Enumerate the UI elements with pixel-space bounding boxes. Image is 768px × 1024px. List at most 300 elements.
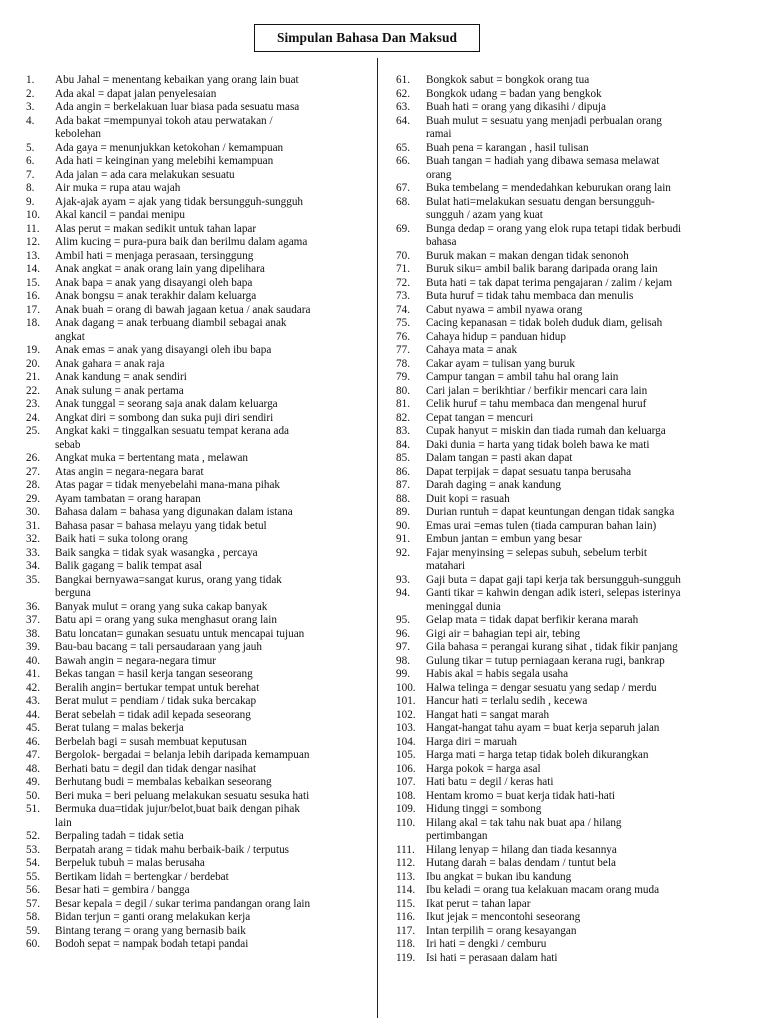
item-number: 62. [396, 87, 410, 100]
item-text [426, 277, 764, 291]
list-item [26, 925, 376, 939]
item-number: 101. [396, 695, 416, 707]
item-text-line: Gigi air = bahagian tepi air, tebing [426, 627, 581, 640]
item-text [55, 304, 376, 318]
item-number: 30. [26, 506, 40, 518]
item-text-line: Bahasa pasar = bahasa melayu yang tidak betul [55, 519, 267, 532]
item-text [426, 385, 764, 399]
item-text [55, 155, 376, 169]
item-text-line: Harga pokok = harga asal [426, 762, 541, 775]
list-item [396, 425, 764, 439]
item-text [55, 115, 376, 142]
item-text [426, 115, 764, 142]
item-text-line: Bahasa dalam = bahasa yang digunakan dalam istana [55, 506, 293, 518]
item-text [55, 844, 376, 858]
item-text-line: Batu api = orang yang suka menghasut orang lain [55, 614, 277, 626]
item-number: 17. [26, 303, 40, 316]
item-text [426, 317, 764, 331]
item-text-line: Daki dunia = harta yang tidak boleh bawa ke mati [426, 438, 650, 451]
item-text [55, 925, 376, 939]
item-text-line: Cupak hanyut = miskin dan tiada rumah dan keluarga [426, 425, 666, 437]
item-text-line: Besar hati = gembira / bangga [55, 884, 190, 896]
item-text-line: Bangkai bernyawa=sangat kurus, orang yang tidak [55, 573, 282, 586]
item-number: 111. [396, 843, 415, 856]
item-number: 37. [26, 614, 40, 626]
list-item [396, 952, 764, 966]
list-item [26, 601, 376, 615]
item-text-line: Berat sebelah = tidak adil kepada seseorang [55, 708, 251, 721]
list-item [396, 871, 764, 885]
item-number: 110. [396, 816, 416, 829]
item-number: 98. [396, 654, 410, 667]
item-number: 26. [26, 452, 40, 464]
item-text [55, 749, 376, 763]
list-item [396, 857, 764, 871]
list-item [26, 358, 376, 372]
item-text [55, 736, 376, 750]
list-item [396, 263, 764, 277]
item-number: 107. [396, 776, 416, 788]
item-text-line: Alas perut = makan sedikit untuk tahan lapar [55, 222, 257, 235]
list-item [396, 574, 764, 588]
item-text-line: Buruk makan = makan dengan tidak senonoh [426, 249, 629, 262]
list-item [396, 196, 764, 223]
item-number: 94. [396, 587, 410, 599]
item-text-line: ramai [426, 128, 452, 140]
item-text [55, 466, 376, 480]
list-item [396, 682, 764, 696]
list-item [396, 938, 764, 952]
list-item [26, 560, 376, 574]
item-text [55, 209, 376, 223]
item-text-line: Ada jalan = ada cara melakukan sesuatu [55, 168, 235, 181]
item-text [55, 277, 376, 291]
item-text [426, 898, 764, 912]
item-text-line: Hidung tinggi = sombong [426, 803, 542, 815]
item-text [55, 452, 376, 466]
item-text-line: Hati batu = degil / keras hati [426, 776, 554, 788]
item-number: 86. [396, 465, 410, 478]
item-text-line: Bidan terjun = ganti orang melakukan kerja [55, 911, 251, 923]
list-item [396, 911, 764, 925]
item-text-line: Baik sangka = tidak syak wasangka , percaya [55, 546, 258, 559]
list-item [26, 736, 376, 750]
item-text-line: Ada akal = dapat jalan penyelesaian [55, 87, 217, 100]
item-text-line: angkat [55, 330, 85, 343]
item-text [426, 817, 764, 844]
item-text-line: Cakar ayam = tulisan yang buruk [426, 357, 575, 370]
list-item [396, 304, 764, 318]
item-text [426, 182, 764, 196]
item-text [426, 911, 764, 925]
item-text-line: Buta hati = tak dapat terima pengajaran / zalim / kejam [426, 276, 673, 289]
item-text [426, 709, 764, 723]
item-number: 113. [396, 870, 416, 883]
item-number: 92. [396, 546, 410, 559]
item-number: 15. [26, 276, 40, 289]
list-item [26, 236, 376, 250]
list-item [396, 803, 764, 817]
item-number: 6. [26, 155, 35, 167]
item-text-line: Hancur hati = terlalu sedih , kecewa [426, 695, 588, 707]
item-text-line: Anak gahara = anak raja [55, 357, 165, 370]
item-text [55, 695, 376, 709]
item-number: 76. [396, 330, 410, 343]
item-text [55, 425, 376, 452]
item-text-line: Emas urai =emas tulen (tiada campuran bahan lain) [426, 519, 657, 532]
item-text [426, 844, 764, 858]
item-text-line: Cari jalan = berikhtiar / berfikir mencari cara lain [426, 384, 648, 397]
item-text [426, 493, 764, 507]
item-text [426, 304, 764, 318]
item-text [426, 776, 764, 790]
list-item [26, 196, 376, 210]
list-item [396, 412, 764, 426]
item-text-line: Gila bahasa = perangai kurang sihat , tidak fikir panjang [426, 641, 678, 653]
item-text [426, 331, 764, 345]
list-item [396, 142, 764, 156]
item-text [426, 763, 764, 777]
item-text-line: Baik hati = suka tolong orang [55, 533, 188, 545]
item-number: 68. [396, 195, 410, 208]
item-number: 69. [396, 222, 410, 235]
item-text [55, 412, 376, 426]
item-text-line: Buka tembelang = mendedahkan keburukan orang lain [426, 182, 671, 194]
item-text-line: Bawah angin = negara-negara timur [55, 654, 217, 667]
list-item [26, 857, 376, 871]
item-number: 33. [26, 546, 40, 559]
item-number: 67. [396, 182, 410, 194]
item-text-line: Campur tangan = ambil tahu hal orang lain [426, 371, 619, 383]
item-text [55, 385, 376, 399]
item-text [55, 169, 376, 183]
item-text [426, 479, 764, 493]
item-number: 46. [26, 735, 40, 748]
item-text-line: Ayam tambatan = orang harapan [55, 492, 201, 505]
list-item [26, 641, 376, 655]
list-item [396, 493, 764, 507]
item-text [55, 398, 376, 412]
list-item [396, 655, 764, 669]
list-item [396, 790, 764, 804]
item-text [55, 776, 376, 790]
item-number: 82. [396, 411, 410, 424]
item-number: 83. [396, 425, 410, 437]
list-item [396, 898, 764, 912]
item-text [55, 655, 376, 669]
list-item [396, 925, 764, 939]
item-text [426, 358, 764, 372]
item-text-line: Bertikam lidah = bertengkar / berdebat [55, 870, 229, 883]
list-item [396, 101, 764, 115]
item-text [55, 763, 376, 777]
item-number: 51. [26, 803, 40, 815]
item-number: 9. [26, 195, 35, 208]
item-text [426, 506, 764, 520]
item-text [426, 371, 764, 385]
item-number: 74. [396, 303, 410, 316]
item-text [55, 803, 376, 830]
item-text [55, 223, 376, 237]
item-number: 72. [396, 276, 410, 289]
list-item [396, 182, 764, 196]
item-number: 44. [26, 708, 40, 721]
item-text [55, 560, 376, 574]
item-number: 43. [26, 695, 40, 707]
list-item [26, 695, 376, 709]
item-number: 93. [396, 573, 410, 586]
list-item [396, 749, 764, 763]
item-number: 97. [396, 641, 410, 653]
item-number: 81. [396, 398, 410, 410]
item-text-line: sungguh / azam yang kuat [426, 209, 543, 221]
item-number: 60. [26, 938, 40, 950]
list-item [396, 344, 764, 358]
item-number: 18. [26, 317, 40, 329]
item-number: 13. [26, 249, 40, 262]
item-text [55, 196, 376, 210]
list-item [26, 884, 376, 898]
item-text [55, 520, 376, 534]
item-text [55, 88, 376, 102]
item-number: 54. [26, 857, 40, 869]
item-number: 27. [26, 465, 40, 478]
list-item [26, 317, 376, 344]
item-text-line: Bermuka dua=tidak jujur/belot,buat baik dengan pihak [55, 803, 300, 815]
item-text [426, 344, 764, 358]
item-number: 61. [396, 74, 410, 86]
list-item [26, 142, 376, 156]
list-item [26, 790, 376, 804]
list-item [26, 682, 376, 696]
item-text-line: Anak emas = anak yang disayangi oleh ibu bapa [55, 344, 272, 356]
item-number: 55. [26, 870, 40, 883]
list-item [26, 263, 376, 277]
list-item [396, 628, 764, 642]
item-number: 78. [396, 357, 410, 370]
item-number: 104. [396, 735, 416, 748]
item-text-line: Duit kopi = rasuah [426, 492, 510, 505]
list-item [26, 277, 376, 291]
item-text-line: Ajak-ajak ayam = ajak yang tidak bersungguh-sungguh [55, 195, 304, 208]
item-number: 109. [396, 803, 416, 815]
list-item [396, 250, 764, 264]
item-text-line: Abu Jahal = menentang kebaikan yang orang lain buat [55, 74, 299, 86]
item-number: 58. [26, 911, 40, 923]
item-text-line: Alim kucing = pura-pura baik dan berilmu dalam agama [55, 236, 308, 248]
item-number: 10. [26, 209, 40, 221]
item-number: 75. [396, 317, 410, 329]
item-text-line: Buah tangan = hadiah yang dibawa semasa melawat [426, 155, 660, 167]
item-number: 84. [396, 438, 410, 451]
item-number: 56. [26, 884, 40, 896]
item-number: 103. [396, 722, 416, 734]
item-text [426, 871, 764, 885]
item-text-line: Besar kepala = degil / sukar terima pandangan orang lain [55, 897, 311, 910]
list-item [396, 587, 764, 614]
item-text-line: Anak angkat = anak orang lain yang dipelihara [55, 263, 265, 275]
list-item [26, 844, 376, 858]
item-text-line: Berbelah bagi = susah membuat keputusan [55, 735, 247, 748]
item-text [426, 925, 764, 939]
item-text [55, 344, 376, 358]
item-text-line: Harga diri = maruah [426, 735, 517, 748]
list-item [26, 533, 376, 547]
item-number: 8. [26, 182, 35, 194]
list-item [396, 533, 764, 547]
item-number: 36. [26, 600, 40, 613]
list-item [26, 371, 376, 385]
item-text [426, 574, 764, 588]
item-number: 1. [26, 74, 35, 86]
item-text-line: Fajar menyinsing = selepas subuh, sebelum terbit [426, 546, 648, 559]
list-item [26, 182, 376, 196]
item-number: 40. [26, 654, 40, 667]
item-number: 5. [26, 141, 35, 154]
list-item [396, 884, 764, 898]
list-item [26, 223, 376, 237]
item-number: 53. [26, 843, 40, 856]
item-text-line: Hentam kromo = buat kerja tidak hati-hati [426, 789, 615, 802]
list-item [26, 74, 376, 88]
item-number: 106. [396, 762, 416, 775]
item-number: 71. [396, 263, 410, 275]
item-text [426, 857, 764, 871]
column-divider [377, 58, 378, 1018]
list-item [26, 209, 376, 223]
item-text-line: Atas angin = negara-negara barat [55, 465, 204, 478]
item-number: 22. [26, 384, 40, 397]
item-text-line: Bekas tangan = hasil kerja tangan seseorang [55, 668, 253, 680]
item-text [55, 614, 376, 628]
item-number: 21. [26, 371, 40, 383]
list-item [396, 844, 764, 858]
item-text [426, 682, 764, 696]
list-item [26, 101, 376, 115]
list-item [396, 479, 764, 493]
item-text [426, 74, 764, 88]
item-text-line: Beri muka = beri peluang melakukan sesuatu sesuka hati [55, 789, 310, 802]
item-text-line: orang [426, 168, 452, 181]
list-item [396, 695, 764, 709]
list-item [396, 358, 764, 372]
item-text [426, 290, 764, 304]
item-text [55, 871, 376, 885]
item-text [55, 628, 376, 642]
item-text-line: Buah pena = karangan , hasil tulisan [426, 141, 589, 154]
list-item [26, 763, 376, 777]
list-item [396, 277, 764, 291]
item-text-line: Ada gaya = menunjukkan ketokohan / kemampuan [55, 141, 284, 154]
item-text [426, 790, 764, 804]
list-item [396, 709, 764, 723]
item-number: 114. [396, 884, 416, 896]
list-item [26, 803, 376, 830]
item-number: 32. [26, 533, 40, 545]
item-text-line: Ada bakat =mempunyai tokoh atau perwatakan / [55, 114, 273, 127]
item-text-line: Harga mati = harga tetap tidak boleh dikurangkan [426, 749, 649, 761]
item-number: 108. [396, 789, 416, 802]
item-text-line: Hilang akal = tak tahu nak buat apa / hilang [426, 816, 622, 829]
list-item [396, 331, 764, 345]
item-text [55, 830, 376, 844]
item-text-line: Bulat hati=melakukan sesuatu dengan bersungguh- [426, 195, 655, 208]
item-text [55, 236, 376, 250]
item-text [55, 317, 376, 344]
item-number: 90. [396, 519, 410, 532]
item-text-line: Batu loncatan= gunakan sesuatu untuk mencapai tujuan [55, 627, 305, 640]
list-item [26, 938, 376, 952]
item-text [55, 250, 376, 264]
item-number: 79. [396, 371, 410, 383]
list-item [26, 871, 376, 885]
item-text [55, 101, 376, 115]
list-item [26, 655, 376, 669]
item-text-line: Berat tulang = malas bekerja [55, 722, 184, 734]
list-item [396, 614, 764, 628]
item-number: 39. [26, 641, 40, 653]
item-text-line: meninggal dunia [426, 600, 501, 613]
item-number: 105. [396, 749, 416, 761]
item-number: 102. [396, 708, 416, 721]
item-text [426, 587, 764, 614]
item-number: 3. [26, 101, 35, 113]
item-text-line: kebolehan [55, 128, 101, 140]
item-number: 119. [396, 951, 416, 964]
item-number: 91. [396, 533, 410, 545]
list-item [396, 88, 764, 102]
item-text-line: Anak kandung = anak sendiri [55, 371, 187, 383]
list-item [396, 817, 764, 844]
item-text [55, 493, 376, 507]
item-number: 48. [26, 762, 40, 775]
item-text [55, 263, 376, 277]
item-text [55, 533, 376, 547]
item-number: 70. [396, 249, 410, 262]
list-item [26, 466, 376, 480]
item-text-line: Angkat muka = bertentang mata , melawan [55, 452, 249, 464]
item-text [55, 911, 376, 925]
item-text-line: Balik gagang = balik tempat asal [55, 560, 203, 572]
item-text [55, 506, 376, 520]
item-number: 11. [26, 222, 40, 235]
item-text-line: Cabut nyawa = ambil nyawa orang [426, 303, 583, 316]
list-item [26, 250, 376, 264]
item-text [426, 628, 764, 642]
item-text [55, 601, 376, 615]
list-item [26, 425, 376, 452]
item-text [426, 722, 764, 736]
item-text-line: Celik huruf = tahu membaca dan mengenal huruf [426, 398, 647, 410]
item-number: 34. [26, 560, 40, 572]
item-text [426, 641, 764, 655]
item-text-line: Bergolok- bergadai = belanja lebih daripada kemampuan [55, 749, 310, 761]
item-text-line: Ikut jejak = mencontohi seseorang [426, 911, 581, 923]
item-text-line: Air muka = rupa atau wajah [55, 182, 181, 194]
list-item [396, 736, 764, 750]
list-item [26, 290, 376, 304]
item-text [426, 655, 764, 669]
list-item [26, 547, 376, 561]
item-text-line: matahari [426, 560, 466, 572]
item-text [55, 790, 376, 804]
item-text [55, 857, 376, 871]
item-number: 80. [396, 384, 410, 397]
item-text-line: Hangat hati = sangat marah [426, 708, 550, 721]
item-text-line: Bongkok udang = badan yang bengkok [426, 87, 602, 100]
item-text-line: Bodoh sepat = nampak bodah tetapi pandai [55, 938, 249, 950]
list-item [26, 898, 376, 912]
